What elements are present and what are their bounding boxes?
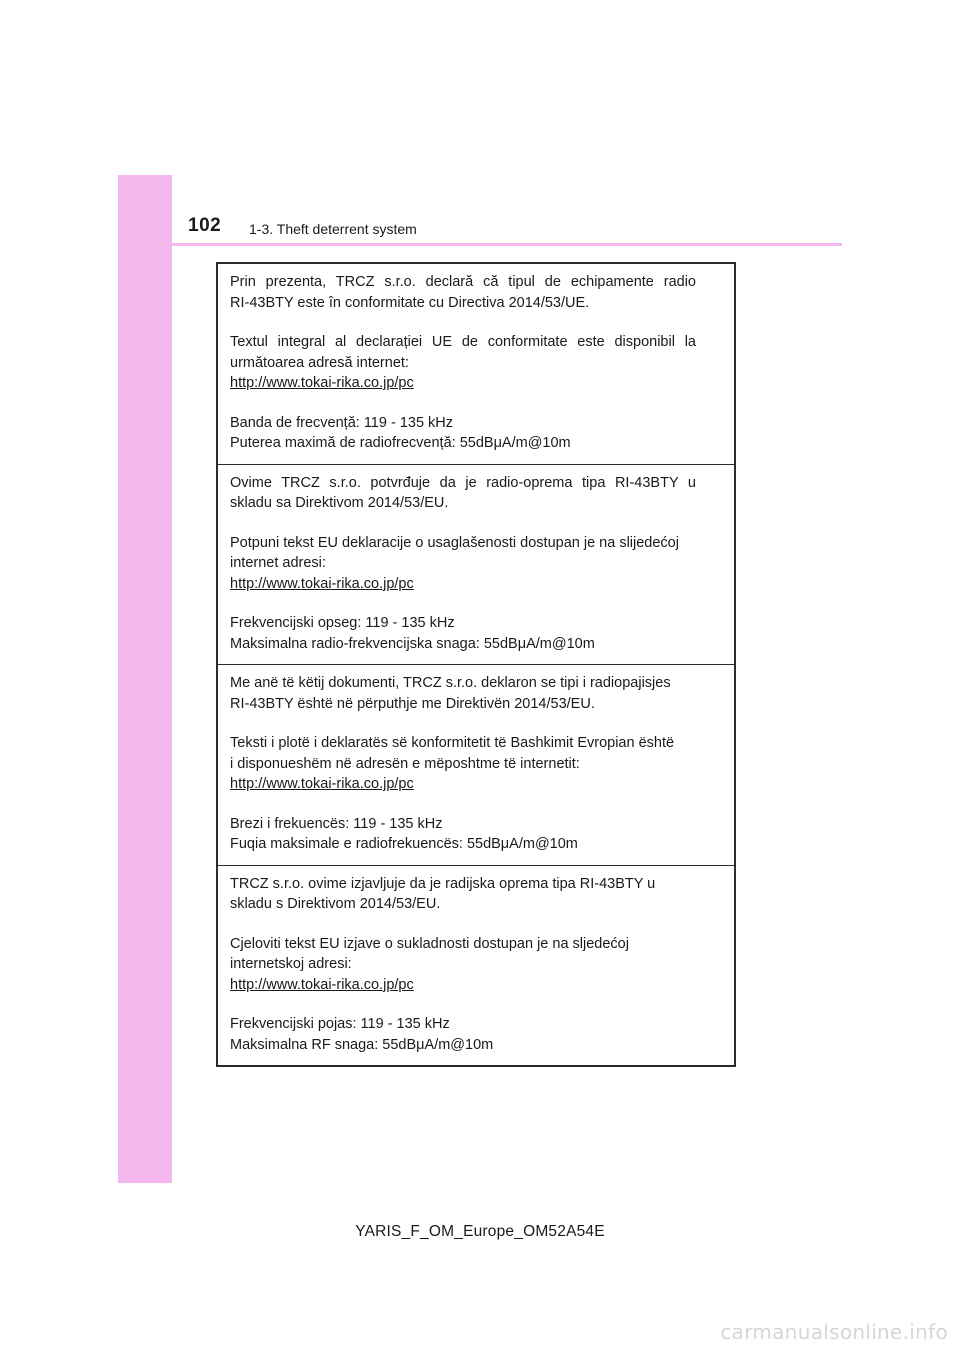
declaration-line: Ovime TRCZ s.r.o. potvrđuje da je radio-oprema tipa RI-43BTY u — [230, 474, 696, 491]
max-power: Fuqia maksimale e radiofrekuencës: 55dBμA/m@10m — [230, 836, 578, 852]
frequency-band: Frekvencijski pojas: 119 - 135 kHz — [230, 1016, 450, 1032]
document-code: YARIS_F_OM_Europe_OM52A54E — [355, 1223, 605, 1240]
full-text-line: i disponueshëm në adresën e mëposhtme të internetit: — [230, 755, 580, 772]
frequency-band: Brezi i frekuencës: 119 - 135 kHz — [230, 815, 443, 832]
declaration-albanian — [218, 665, 734, 866]
header-rule — [172, 243, 842, 246]
declaration-url-link[interactable]: http://www.tokai-rika.co.jp/pc — [230, 575, 414, 592]
declaration-url-link[interactable]: http://www.tokai-rika.co.jp/pc — [230, 976, 414, 993]
declaration-line: Me anë të këtij dokumenti, TRCZ s.r.o. deklaron se tipi i radiopajisjes — [230, 675, 671, 691]
max-power: Puterea maximă de radiofrecvență: 55dBμA/m@10m — [230, 435, 571, 451]
declaration-line: RI-43BTY este în conformitate cu Directiva 2014/53/UE. — [230, 294, 590, 311]
full-text-line: Teksti i plotë i deklaratës së konformitetit të Bashkimit Evropian është — [230, 735, 675, 751]
full-text-line: internetskoj adresi: — [230, 956, 352, 972]
declaration-line: skladu sa Direktivom 2014/53/EU. — [230, 495, 449, 511]
declaration-line: TRCZ s.r.o. ovime izjavljuje da je radijska oprema tipa RI-43BTY u — [230, 875, 656, 892]
side-tab-bar — [118, 175, 172, 1183]
page-number: 102 — [188, 215, 222, 236]
declaration-url-link[interactable]: http://www.tokai-rika.co.jp/pc — [230, 375, 414, 391]
full-text-line: Potpuni tekst EU deklaracije o usaglašenosti dostupan je na slijedećoj — [230, 534, 679, 551]
declaration-line: Prin prezenta, TRCZ s.r.o. declară că tipul de echipamente radio — [230, 274, 696, 290]
frequency-band: Banda de frecvență: 119 - 135 kHz — [230, 414, 454, 431]
declaration-line: skladu s Direktivom 2014/53/EU. — [230, 896, 441, 912]
max-power: Maksimalna radio-frekvencijska snaga: 55dBμA/m@10m — [230, 635, 595, 652]
declaration-line: RI-43BTY është në përputhje me Direktivën 2014/53/EU. — [230, 695, 595, 712]
watermark: carmanualsonline.info — [720, 1320, 948, 1344]
full-text-line: următoarea adresă internet: — [230, 354, 409, 371]
full-text-line: Cjeloviti tekst EU izjave o sukladnosti dostupan je na sljedećoj — [230, 935, 629, 952]
max-power: Maksimalna RF snaga: 55dBμA/m@10m — [230, 1036, 494, 1053]
declaration-croatian — [218, 866, 734, 1066]
frequency-band: Frekvencijski opseg: 119 - 135 kHz — [230, 615, 455, 631]
declaration-bosnian — [218, 465, 734, 666]
full-text-line: Textul integral al declarației UE de conformitate este disponibil la — [230, 334, 696, 350]
declaration-romanian — [218, 264, 734, 465]
full-text-line: internet adresi: — [230, 555, 326, 571]
declaration-url-link[interactable]: http://www.tokai-rika.co.jp/pc — [230, 776, 414, 792]
declarations-table — [216, 262, 736, 1067]
section-title: 1-3. Theft deterrent system — [249, 221, 417, 237]
